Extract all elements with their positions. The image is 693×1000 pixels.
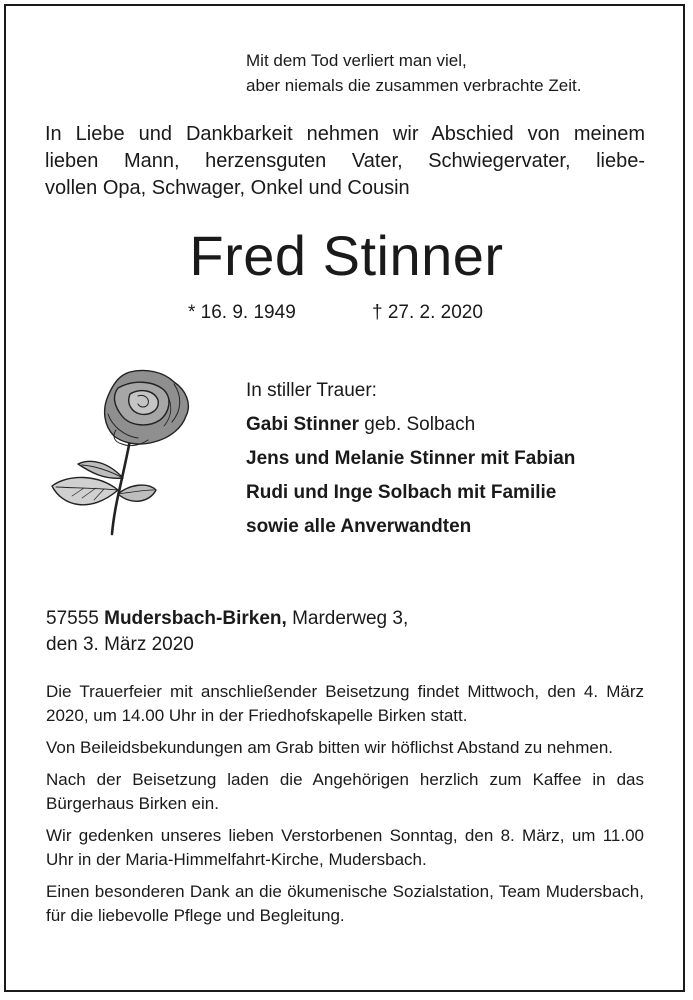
wife-name: Gabi Stinner [246,414,359,435]
motto-line: Mit dem Tod verliert man viel, [246,51,467,70]
street: Marderweg 3, [292,608,409,629]
motto-line: aber niemals die zusammen verbrachte Zeit. [246,76,582,95]
notice-paragraph: Wir gedenken unseres lieben Verstorbenen Sonntag, den 8. März, um 11.00 Uhr in der Maria-Himmelfahrt-Kirche, Mudersbach. [46,826,644,869]
notice-paragraph: Die Trauerfeier mit anschließender Beisetzung findet Mittwoch, den 4. März 2020, um 14.00 Uhr in der Friedhofskapelle Birken statt. [46,682,644,725]
mourners-block [246,374,575,544]
mourner-family: Rudi und Inge Solbach mit Familie [246,482,557,503]
wife-maiden-name: geb. Solbach [364,414,476,435]
address-line [46,606,408,632]
date-line: den 3. März 2020 [46,634,194,655]
mourner-wife [246,408,575,442]
birth-date: * 16. 9. 1949 [188,302,296,323]
intro-line: vollen Opa, Schwager, Onkel und Cousin [45,177,410,199]
death-date: † 27. 2. 2020 [372,302,483,323]
motto-quote [246,48,581,98]
intro-text [45,121,645,202]
postcode: 57555 [46,608,99,629]
place-and-date [46,606,408,658]
mourners-heading: In stiller Trauer: [246,380,377,401]
notice-paragraph: Einen besonderen Dank an die ökumenische Sozialstation, Team Mudersbach, für die liebevolle Pflege und Begleitung. [46,882,644,925]
mourner-relatives: sowie alle Anverwandten [246,516,472,537]
notice-paragraph: Von Beileidsbekundungen am Grab bitten wir höflichst Abstand zu nehmen. [46,738,614,757]
notices-block [46,680,644,936]
intro-line: In Liebe und Dankbarkeit nehmen wir Abschied von meinem [45,123,645,145]
notice-paragraph: Nach der Beisetzung laden die Angehörigen herzlich zum Kaffee in das Bürgerhaus Birken ein. [46,770,644,813]
deceased-name: Fred Stinner [189,224,504,287]
intro-line: lieben Mann, herzensguten Vater, Schwiegervater, liebe- [45,150,645,172]
town-name: Mudersbach-Birken, [104,608,287,629]
mourner-family: Jens und Melanie Stinner mit Fabian [246,448,576,469]
rose-icon [46,366,196,536]
